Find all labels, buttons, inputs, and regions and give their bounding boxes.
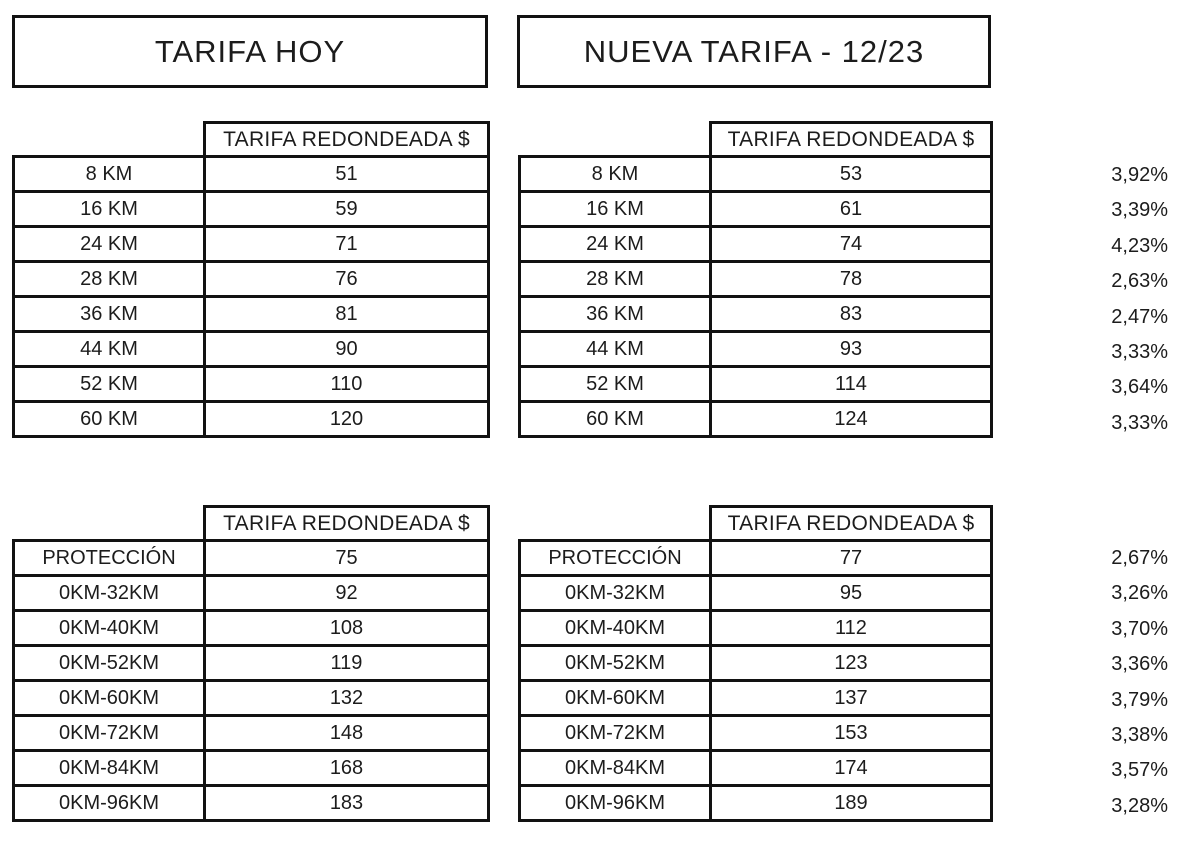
value-cell: 153 — [711, 716, 992, 751]
pct-value: 2,47% — [1111, 305, 1168, 328]
row-label-cell: PROTECCIÓN — [520, 541, 711, 576]
value-column-header: TARIFA REDONDEADA $ — [205, 123, 489, 157]
table-row — [520, 611, 992, 646]
value-column-header: TARIFA REDONDEADA $ — [711, 507, 992, 541]
table-row — [14, 227, 489, 262]
value-cell: 51 — [205, 157, 489, 192]
row-label-cell: 44 KM — [14, 332, 205, 367]
row-label-cell: 28 KM — [520, 262, 711, 297]
header-spacer — [520, 123, 711, 157]
row-label-cell: 16 KM — [520, 192, 711, 227]
km-table-today — [12, 121, 490, 438]
table-row — [14, 192, 489, 227]
value-cell: 123 — [711, 646, 992, 681]
row-label-cell: 0KM-84KM — [520, 751, 711, 786]
value-cell: 183 — [205, 786, 489, 821]
value-cell: 112 — [711, 611, 992, 646]
value-cell: 168 — [205, 751, 489, 786]
row-label-cell: 44 KM — [520, 332, 711, 367]
pct-value: 3,79% — [1111, 688, 1168, 711]
table-row — [520, 297, 992, 332]
row-label-cell: 52 KM — [14, 367, 205, 402]
value-cell: 61 — [711, 192, 992, 227]
table-row — [14, 751, 489, 786]
table-row — [520, 646, 992, 681]
pct-value: 2,63% — [1111, 270, 1168, 293]
table-row — [520, 157, 992, 192]
protection-pct-column — [1040, 541, 1168, 824]
row-label-cell: 0KM-60KM — [14, 681, 205, 716]
header-row — [14, 507, 489, 541]
row-label-cell: PROTECCIÓN — [14, 541, 205, 576]
row-label-cell: 60 KM — [520, 402, 711, 437]
protection-table-today — [12, 505, 490, 822]
table-row — [14, 297, 489, 332]
km-table-new — [518, 121, 993, 438]
header-spacer — [14, 507, 205, 541]
row-label-cell: 36 KM — [14, 297, 205, 332]
value-cell: 95 — [711, 576, 992, 611]
pct-value: 2,67% — [1111, 547, 1168, 569]
row-label-cell: 0KM-52KM — [520, 646, 711, 681]
table-row — [14, 786, 489, 821]
value-cell: 119 — [205, 646, 489, 681]
table-row — [14, 646, 489, 681]
table-row — [520, 192, 992, 227]
header-row — [14, 123, 489, 157]
pct-value: 3,38% — [1111, 723, 1168, 746]
row-label-cell: 8 KM — [520, 157, 711, 192]
header-row — [520, 123, 992, 157]
pct-value: 3,92% — [1111, 164, 1168, 186]
table-row — [520, 541, 992, 576]
table-row — [14, 681, 489, 716]
row-label-cell: 0KM-40KM — [520, 611, 711, 646]
value-cell: 75 — [205, 541, 489, 576]
value-cell: 83 — [711, 297, 992, 332]
table-row — [520, 716, 992, 751]
table-row — [14, 541, 489, 576]
table-row — [520, 262, 992, 297]
value-cell: 189 — [711, 786, 992, 821]
row-label-cell: 24 KM — [520, 227, 711, 262]
pct-value: 3,36% — [1111, 653, 1168, 676]
row-label-cell: 0KM-72KM — [14, 716, 205, 751]
table-row — [520, 367, 992, 402]
row-label-cell: 24 KM — [14, 227, 205, 262]
table-row — [14, 332, 489, 367]
table-row — [14, 402, 489, 437]
row-label-cell: 8 KM — [14, 157, 205, 192]
row-label-cell: 28 KM — [14, 262, 205, 297]
pct-value: 4,23% — [1111, 234, 1168, 257]
table-row — [14, 262, 489, 297]
table-row — [520, 576, 992, 611]
header-row — [520, 507, 992, 541]
value-cell: 78 — [711, 262, 992, 297]
value-column-header: TARIFA REDONDEADA $ — [711, 123, 992, 157]
pct-value: 3,64% — [1111, 376, 1168, 399]
table-row — [14, 611, 489, 646]
pct-value: 3,26% — [1111, 582, 1168, 605]
value-cell: 137 — [711, 681, 992, 716]
value-cell: 148 — [205, 716, 489, 751]
header-spacer — [520, 507, 711, 541]
pct-value: 3,28% — [1111, 794, 1168, 817]
row-label-cell: 52 KM — [520, 367, 711, 402]
value-cell: 93 — [711, 332, 992, 367]
value-cell: 174 — [711, 751, 992, 786]
row-label-cell: 0KM-84KM — [14, 751, 205, 786]
value-cell: 53 — [711, 157, 992, 192]
table-row — [14, 367, 489, 402]
value-cell: 90 — [205, 332, 489, 367]
table-row — [520, 751, 992, 786]
value-cell: 74 — [711, 227, 992, 262]
row-label-cell: 0KM-52KM — [14, 646, 205, 681]
row-label-cell: 0KM-96KM — [14, 786, 205, 821]
value-cell: 92 — [205, 576, 489, 611]
row-label-cell: 0KM-72KM — [520, 716, 711, 751]
value-cell: 76 — [205, 262, 489, 297]
value-cell: 132 — [205, 681, 489, 716]
pct-value: 3,57% — [1111, 759, 1168, 782]
row-label-cell: 0KM-96KM — [520, 786, 711, 821]
row-label-cell: 16 KM — [14, 192, 205, 227]
table-row — [14, 576, 489, 611]
row-label-cell: 60 KM — [14, 402, 205, 437]
row-label-cell: 0KM-60KM — [520, 681, 711, 716]
value-cell: 59 — [205, 192, 489, 227]
value-cell: 120 — [205, 402, 489, 437]
pct-value: 3,33% — [1111, 411, 1168, 434]
value-cell: 77 — [711, 541, 992, 576]
protection-table-new — [518, 505, 993, 822]
table-row — [520, 227, 992, 262]
value-cell: 110 — [205, 367, 489, 402]
table-row — [14, 716, 489, 751]
value-cell: 114 — [711, 367, 992, 402]
value-cell: 124 — [711, 402, 992, 437]
table-row — [520, 681, 992, 716]
table-row — [520, 332, 992, 367]
row-label-cell: 0KM-32KM — [520, 576, 711, 611]
table-row — [520, 786, 992, 821]
row-label-cell: 0KM-40KM — [14, 611, 205, 646]
row-label-cell: 0KM-32KM — [14, 576, 205, 611]
pct-value: 3,33% — [1111, 340, 1168, 363]
table-row — [14, 157, 489, 192]
km-pct-column — [1040, 158, 1168, 441]
value-cell: 71 — [205, 227, 489, 262]
title-tarifa-hoy: TARIFA HOY — [12, 15, 488, 88]
value-column-header: TARIFA REDONDEADA $ — [205, 507, 489, 541]
pct-value: 3,39% — [1111, 199, 1168, 222]
row-label-cell: 36 KM — [520, 297, 711, 332]
table-row — [520, 402, 992, 437]
header-spacer — [14, 123, 205, 157]
title-nueva-tarifa: NUEVA TARIFA - 12/23 — [517, 15, 991, 88]
value-cell: 81 — [205, 297, 489, 332]
pct-value: 3,70% — [1111, 617, 1168, 640]
value-cell: 108 — [205, 611, 489, 646]
